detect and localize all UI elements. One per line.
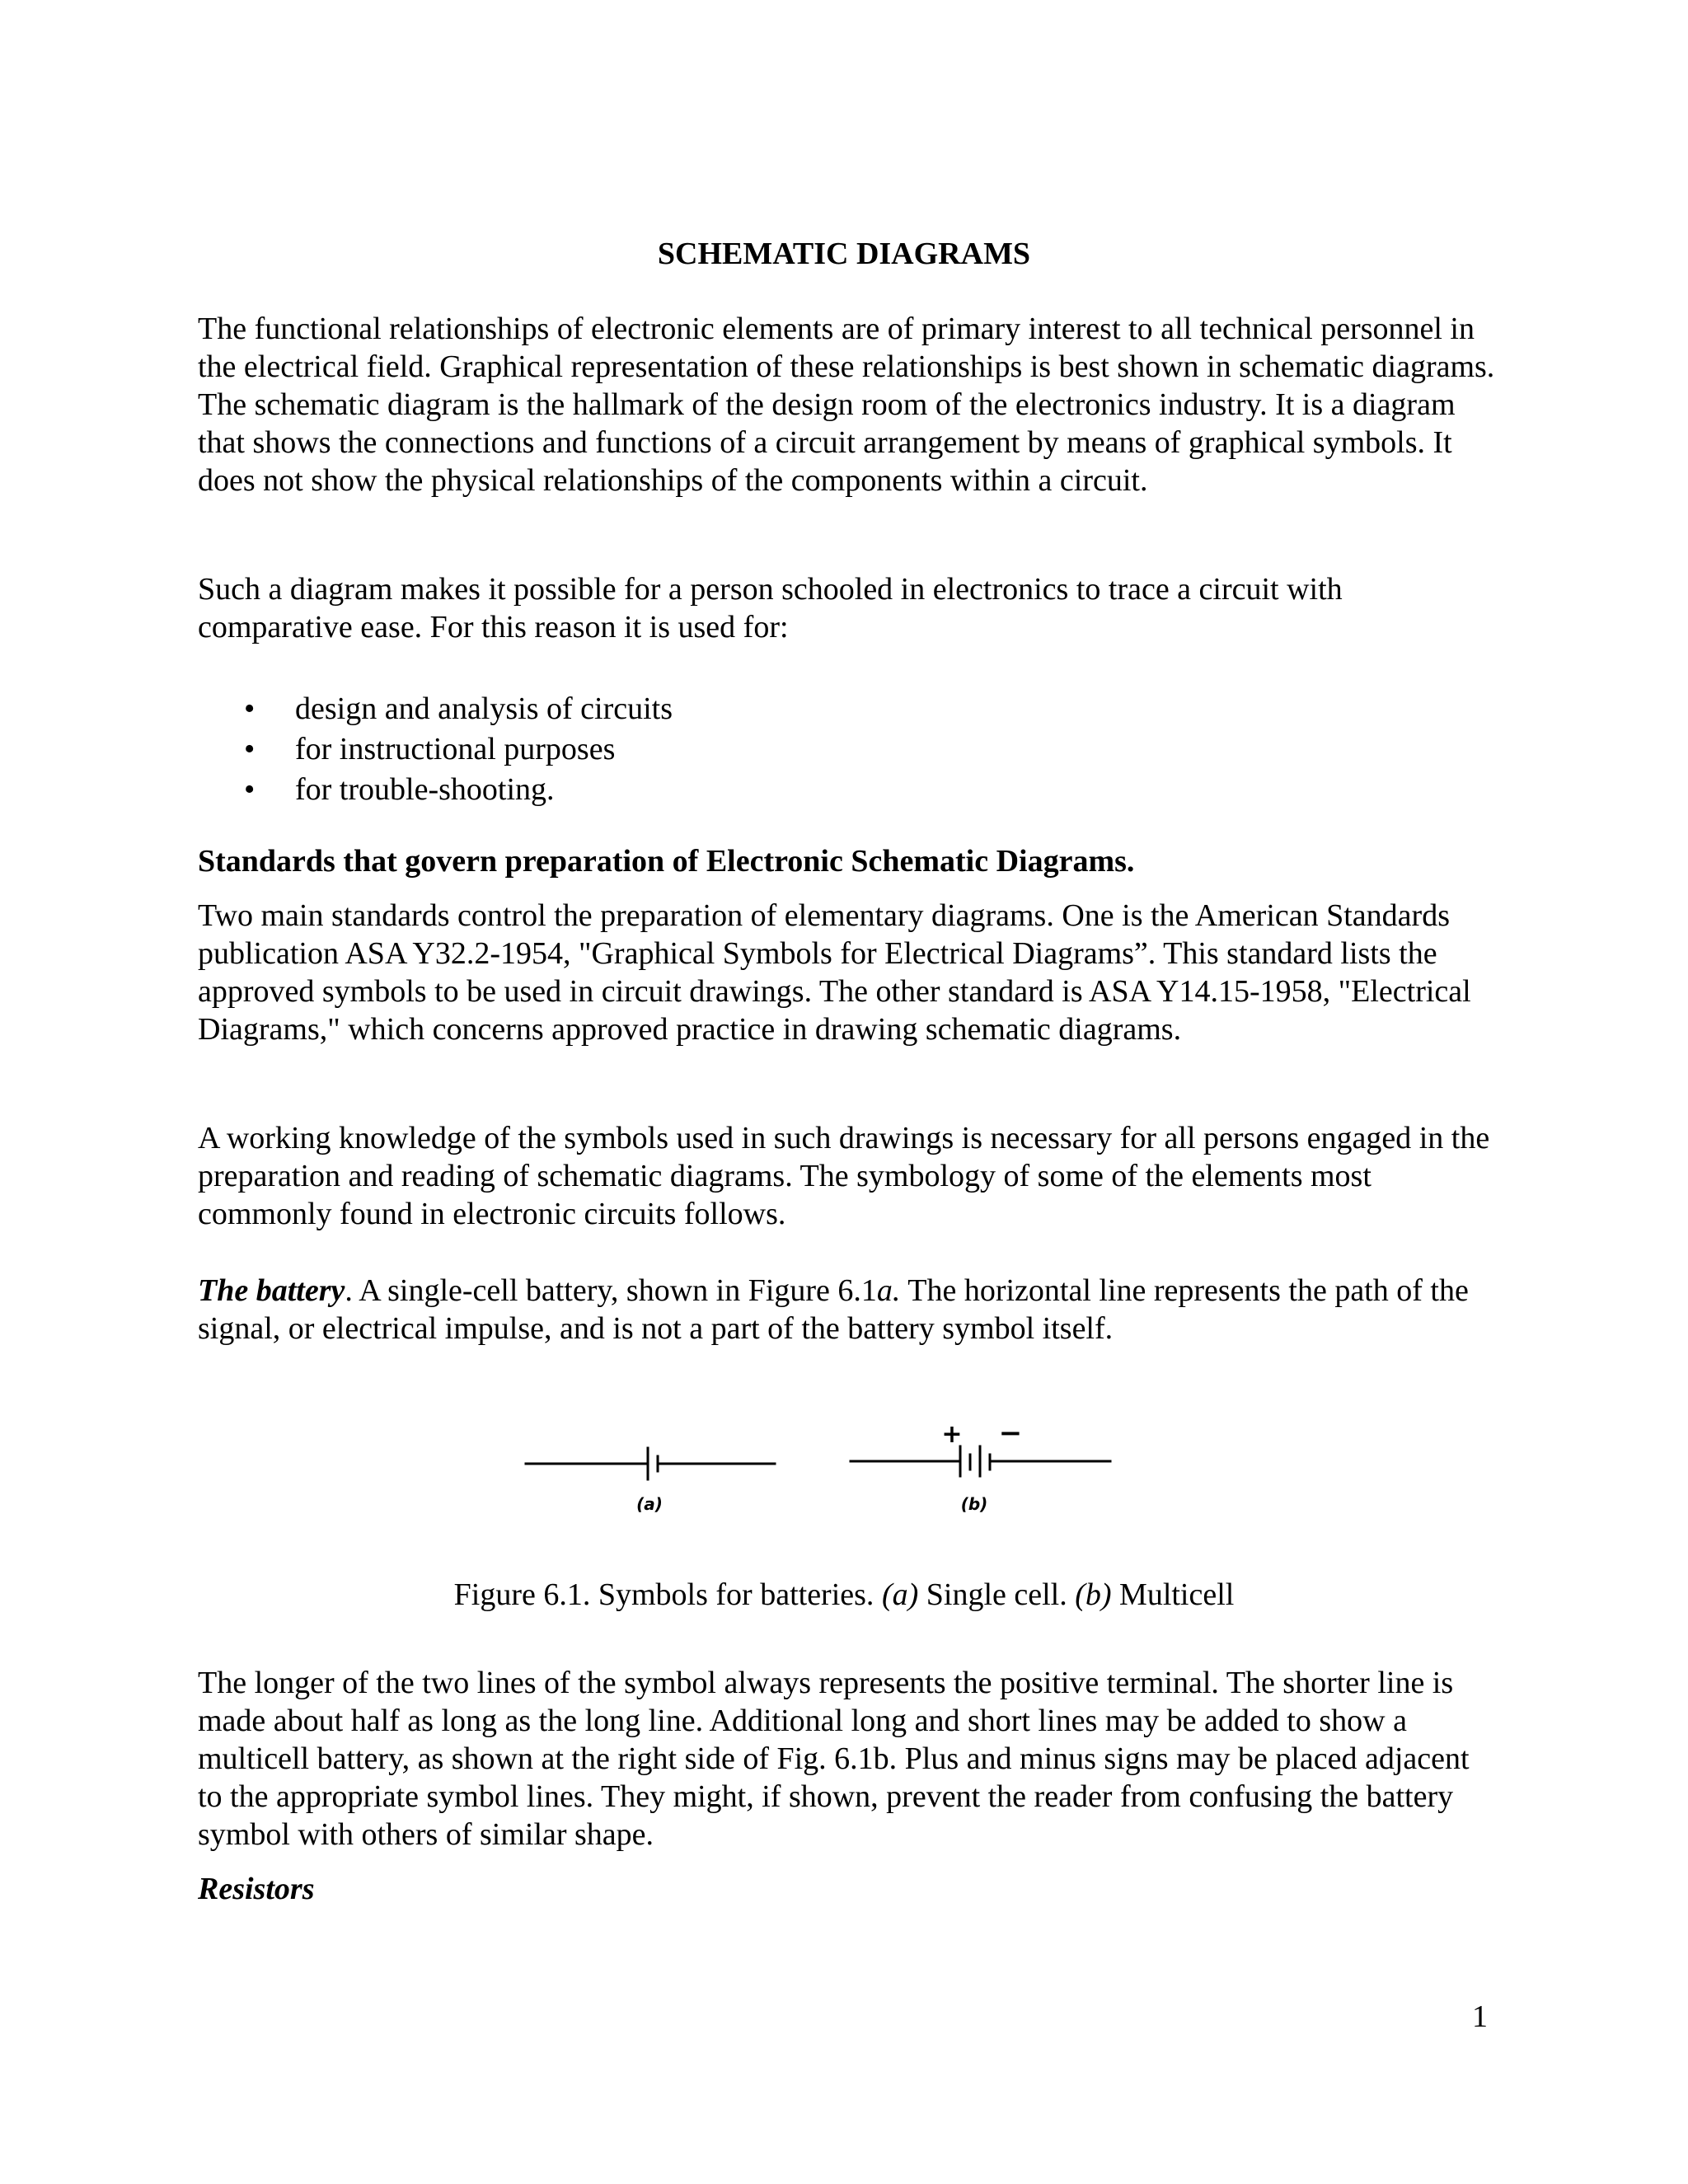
caption-b: (b) xyxy=(1075,1577,1112,1612)
caption-suffix: Multicell xyxy=(1111,1577,1235,1612)
caption-mid: Single cell. xyxy=(918,1577,1076,1612)
uses-list xyxy=(198,689,673,810)
standards-heading: Standards that govern preparation of Electronic Schematic Diagrams. xyxy=(198,844,1135,879)
standards-paragraph-2: A working knowledge of the symbols used in such drawings is necessary for all persons engaged in the preparation and reading of schematic diagrams. The symbology of some of the elements most commonly found in electronic circuits follows. xyxy=(198,1121,1490,1231)
list-item-text: for instructional purposes xyxy=(295,732,616,766)
bullet-icon: • xyxy=(244,691,256,726)
battery-explanation-paragraph: The longer of the two lines of the symbol always represents the positive terminal. The shorter line is made about half as long as the long line. Additional long and short lines may be added to show a multicell battery, as shown at the right side of Fig. 6.1b. Plus and minus signs may be placed adjacent to the appropriate symbol lines. They might, if shown, prevent the reader from confusing the battery symbol with others of similar shape. xyxy=(198,1666,1470,1852)
list-item xyxy=(198,689,673,729)
standards-paragraph-1: Two main standards control the preparation of elementary diagrams. One is the American Standards publication ASA Y32.2-1954, "Graphical Symbols for Electrical Diagrams”. This standard lists the approved symbols to be used in circuit drawings. The other standard is ASA Y14.15-1958, "Electrical Diagrams," which concerns approved practice in drawing schematic diagrams. xyxy=(198,898,1471,1047)
battery-text-a-italic: a. xyxy=(876,1273,901,1308)
resistors-heading: Resistors xyxy=(198,1872,315,1906)
page-title: SCHEMATIC DIAGRAMS xyxy=(657,237,1031,271)
figure-label-b: (b) xyxy=(960,1494,988,1514)
minus-sign: − xyxy=(998,1417,1023,1450)
list-item-text: design and analysis of circuits xyxy=(295,691,673,726)
figure-caption xyxy=(0,1576,1688,1614)
intro-paragraph-1: The functional relationships of electronic elements are of primary interest to all technical personnel in the electrical field. Graphical representation of these relationships is best shown in schematic diagrams. The schematic diagram is the hallmark of the design room of the electronics industry. It is a diagram that shows the connections and functions of a circuit arrangement by means of graphical symbols. It does not show the physical relationships of the components within a circuit. xyxy=(198,312,1495,498)
multicell-battery-symbol xyxy=(851,1446,1110,1476)
list-item-text: for trouble-shooting. xyxy=(295,772,555,807)
page-number: 1 xyxy=(1472,1999,1488,2034)
list-item xyxy=(198,770,673,810)
battery-text-a: . A single-cell battery, shown in Figure 6.1 xyxy=(345,1273,877,1308)
battery-symbols-figure xyxy=(511,1413,1137,1521)
intro-paragraph-2: Such a diagram makes it possible for a person schooled in electronics to trace a circuit with comparative ease. For this reason it is used for: xyxy=(198,572,1343,644)
bullet-icon: • xyxy=(244,732,256,766)
caption-prefix: Figure 6.1. Symbols for batteries. xyxy=(453,1577,882,1612)
caption-a: (a) xyxy=(881,1577,919,1612)
battery-symbols-diagram xyxy=(511,1413,1137,1521)
battery-heading: The battery xyxy=(198,1273,345,1308)
list-item xyxy=(198,729,673,770)
bullet-icon: • xyxy=(244,772,256,807)
single-cell-battery-symbol xyxy=(526,1448,775,1479)
battery-paragraph xyxy=(198,1272,1500,1347)
battery-text-b: The horizontal line represents the path of the signal, or electrical impulse, and is not a part of the battery symbol itself. xyxy=(198,1273,1469,1346)
plus-sign: + xyxy=(941,1420,963,1449)
figure-label-a: (a) xyxy=(636,1494,663,1514)
